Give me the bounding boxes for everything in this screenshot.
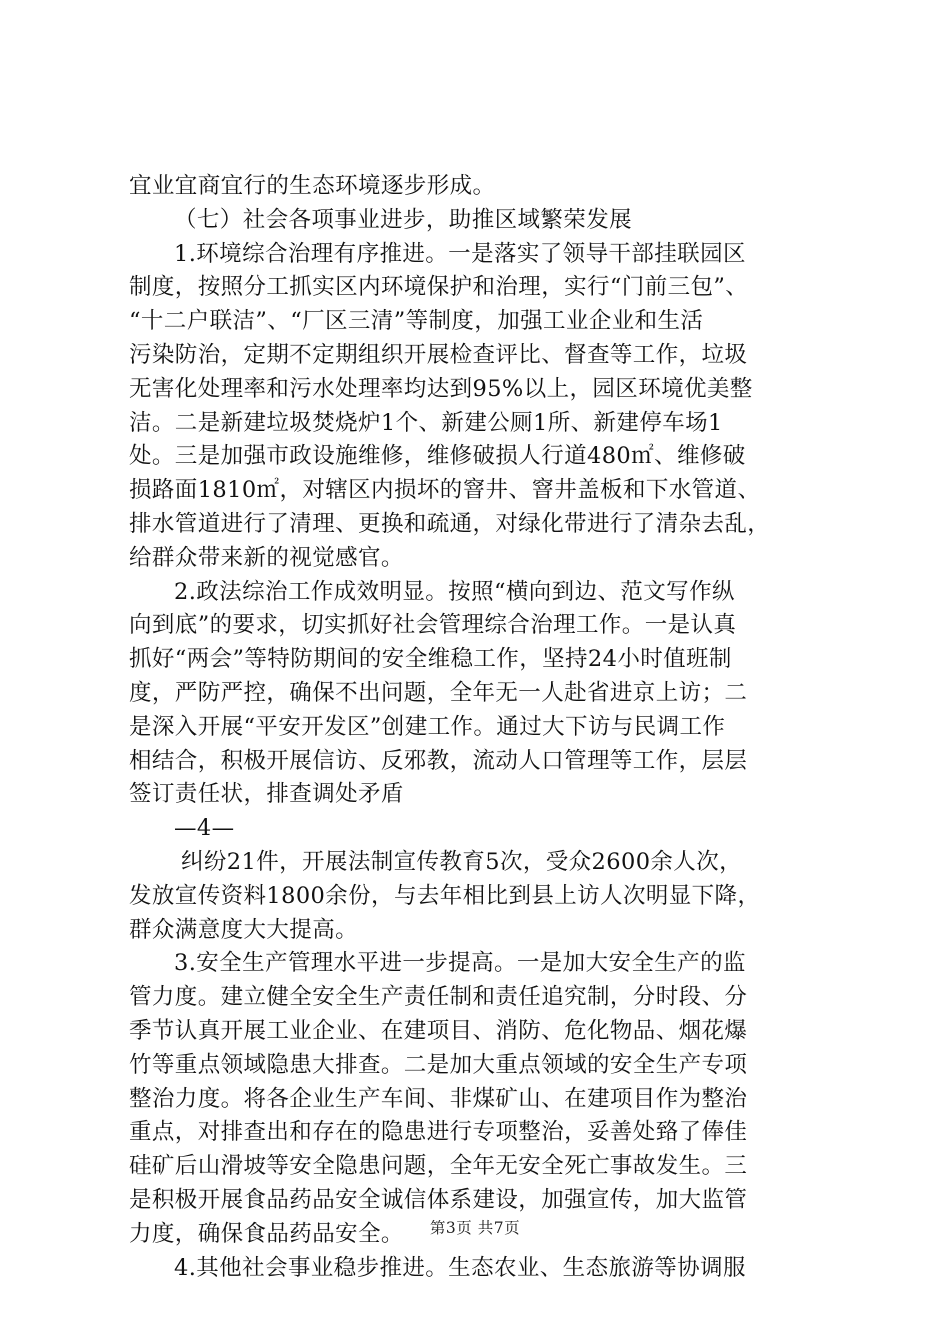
section-heading: （七）社会各项事业进步，助推区域繁荣发展 — [174, 206, 633, 233]
text-line: 管力度。建立健全安全生产责任制和责任追究制，分时段、分 — [129, 984, 748, 1011]
text-line: 季节认真开展工业企业、在建项目、消防、危化物品、烟花爆 — [129, 1017, 748, 1044]
text-line: 制度，按照分工抓实区内环境保护和治理，实行“门前三包”、 — [129, 274, 749, 301]
text-line: 抓好“两会”等特防期间的安全维稳工作，坚持24小时值班制 — [129, 646, 732, 673]
text-line: 4.其他社会事业稳步推进。生态农业、生态旅游等协调服 — [174, 1254, 746, 1281]
page-footer — [0, 1216, 950, 1238]
text-line: 2.政法综治工作成效明显。按照“横向到边、范文写作纵 — [174, 578, 735, 605]
text-line: 排水管道进行了清理、更换和疏通，对绿化带进行了清杂去乱， — [129, 510, 771, 537]
text-line: 是积极开展食品药品安全诚信体系建设，加强宣传，加大监管 — [129, 1186, 748, 1213]
text-line: 整治力度。将各企业生产车间、非煤矿山、在建项目作为整治 — [129, 1085, 748, 1112]
text-line: 污染防治，定期不定期组织开展检查评比、督查等工作，垃圾 — [129, 341, 748, 368]
text-line: 给群众带来新的视觉感官。 — [129, 544, 404, 571]
text-line: 相结合，积极开展信访、反邪教，流动人口管理等工作，层层 — [129, 747, 748, 774]
text-line: 1.环境综合治理有序推进。一是落实了领导干部挂联园区 — [174, 240, 746, 267]
text-line: 力度，确保食品药品安全。 — [129, 1220, 404, 1247]
text-line: 处。三是加强市政设施维修，维修破损人行道480㎡、维修破 — [129, 443, 746, 470]
text-line: 群众满意度大大提高。 — [129, 916, 359, 943]
text-line: 3.安全生产管理水平进一步提高。一是加大安全生产的监 — [174, 950, 746, 977]
document-body — [129, 170, 833, 1285]
text-line: 向到底”的要求，切实抓好社会管理综合治理工作。一是认真 — [129, 612, 737, 639]
text-line: 纠纷21件，开展法制宣传教育5次，受众2600余人次， — [181, 848, 743, 875]
text-line: 签订责任状，排查调处矛盾 — [129, 781, 404, 808]
text-line: 度，严防严控，确保不出问题，全年无一人赴省进京上访；二 — [129, 679, 748, 706]
text-line: 发放宣传资料1800余份，与去年相比到县上访人次明显下降， — [129, 882, 761, 909]
inline-page-number: —4— — [174, 815, 235, 842]
text-line: 重点，对排查出和存在的隐患进行专项整治，妥善处臵了俸佳 — [129, 1119, 748, 1146]
text-line: 洁。二是新建垃圾焚烧炉1个、新建公厕1所、新建停车场1 — [129, 409, 723, 436]
page-counter: 第3页 共7页 — [429, 1219, 521, 1237]
text-line: 竹等重点领域隐患大排查。二是加大重点领域的安全生产专项 — [129, 1051, 748, 1078]
text-line: 无害化处理率和污水处理率均达到95%以上，园区环境优美整 — [129, 375, 753, 402]
text-line: 宜业宜商宜行的生态环境逐步形成。 — [129, 173, 496, 199]
text-line: 是深入开展“平安开发区”创建工作。通过大下访与民调工作 — [129, 713, 726, 740]
text-line: 硅矿后山滑坡等安全隐患问题，全年无安全死亡事故发生。三 — [129, 1153, 748, 1180]
text-line: “十二户联洁”、“厂区三清”等制度，加强工业企业和生活 — [129, 308, 704, 335]
text-line: 损路面1810㎡，对辖区内损坏的窨井、窨井盖板和下水管道、 — [129, 477, 761, 504]
